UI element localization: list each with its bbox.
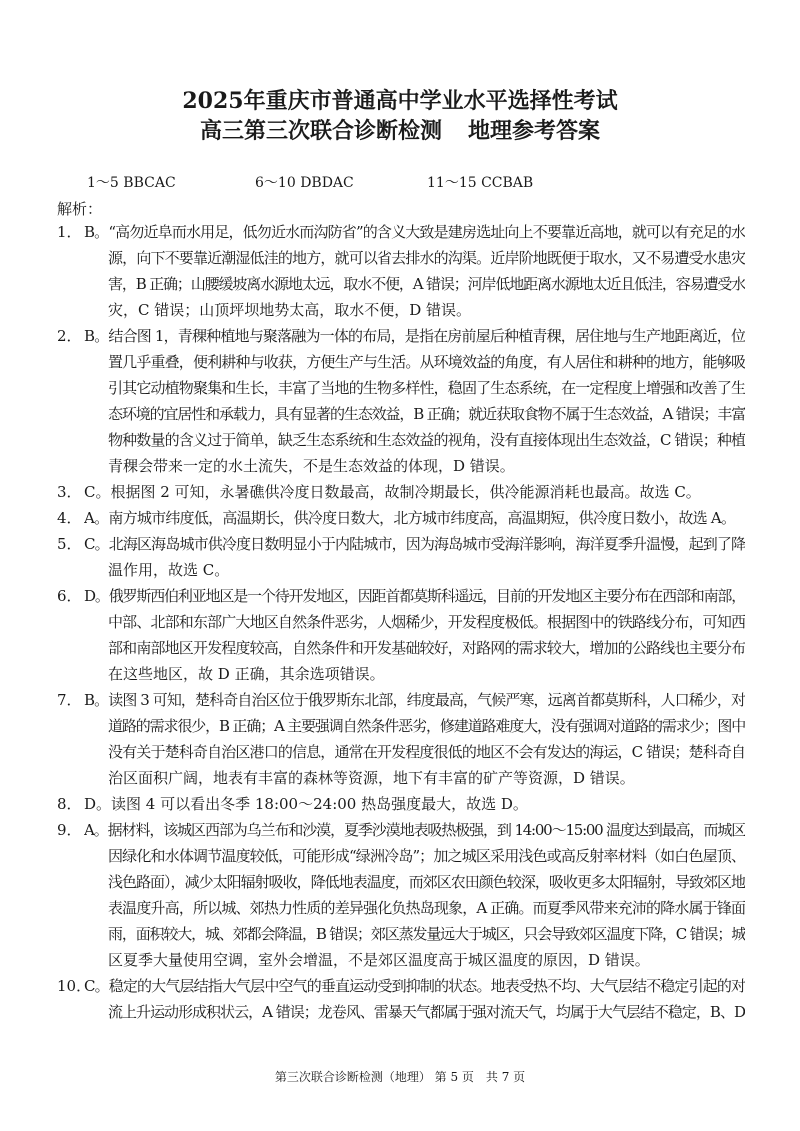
item-text: 源，向下不要靠近潮湿低洼的地方，就可以省去排水的沟渠。近岸阶地既便于取水，又不易遭受水患灾 xyxy=(108,249,745,267)
item-number: 5． xyxy=(57,535,82,553)
item-text: C。根据图 2 可知，永暑礁供冷度日数最高，故制冷期最长，供冷能源消耗也最高。故选 C。 xyxy=(84,483,701,501)
item-text: B。结合图 1，青稞种植地与聚落融为一体的布局，是指在房前屋后种植青稞，居住地与生产地距离近，位 xyxy=(84,327,745,345)
item-text: 温作用，故选 C。 xyxy=(108,561,230,579)
item-number: 4． xyxy=(57,509,82,527)
item-number: 10． xyxy=(57,977,92,995)
analysis-item-line xyxy=(0,401,800,427)
item-text: 因绿化和水体调节温度较低，可能形成“绿洲冷岛”；加之城区采用浅色或高反射率材料（如白色屋顶、 xyxy=(108,847,745,865)
answer-key-group xyxy=(255,172,354,192)
item-text: 态环境的宜居性和承载力，具有显著的生态效益，B 正确；就近获取食物不属于生态效益，A 错误；丰富 xyxy=(108,405,745,423)
analysis-item-line xyxy=(0,661,800,687)
subtitle-answers: 地理参考答案 xyxy=(468,118,601,144)
analysis-item-line xyxy=(0,349,800,375)
answer-key-group xyxy=(87,172,176,192)
item-text: B。“高勿近阜而水用足，低勿近水而沟防省”的含义大致是建房选址向上不要靠近高地，就可以有充足的水 xyxy=(84,223,745,241)
analysis-heading: 解析： xyxy=(57,200,103,218)
item-number: 8． xyxy=(57,795,82,813)
item-text: 没有关于楚科奇自治区港口的信息，通常在开发程度很低的地区不会有发达的海运，C 错误；楚科奇自 xyxy=(108,743,745,761)
analysis-item-line xyxy=(0,375,800,401)
item-text: 雨，面积较大，城、郊都会降温，B 错误；郊区蒸发量远大于城区，只会导致郊区温度下降，C 错误；城 xyxy=(108,925,745,943)
analysis-item-line xyxy=(0,635,800,661)
analysis-item xyxy=(0,505,800,531)
analysis-item-line xyxy=(0,245,800,271)
item-number: 3． xyxy=(57,483,82,501)
analysis-item xyxy=(0,791,800,817)
item-text: 流上升运动形成积状云，A 错误；龙卷风、雷暴天气都属于强对流天气，均属于大气层结不稳定，B、D xyxy=(108,1003,745,1021)
analysis-item xyxy=(0,817,800,843)
analysis-item-line xyxy=(0,427,800,453)
analysis-item-line xyxy=(0,739,800,765)
answer-letters: DBDAC xyxy=(300,175,354,191)
analysis-item-line xyxy=(0,947,800,973)
answer-letters: BBCAC xyxy=(123,175,176,191)
answer-key-group xyxy=(427,172,533,192)
analysis-item xyxy=(0,479,800,505)
page-footer: 第三次联合诊断检测（地理） 第 5 页 共 7 页 xyxy=(274,1070,526,1084)
item-text: 物种数量的含义过于简单，缺乏生态系统和生态效益的视角，没有直接体现出生态效益，C 错误；种植 xyxy=(108,431,745,449)
analysis-item-line xyxy=(0,453,800,479)
item-text: C。北海区海岛城市供冷度日数明显小于内陆城市，因为海岛城市受海洋影响，海洋夏季升温慢，起到了降 xyxy=(84,535,745,553)
item-text: B。读图 3 可知，楚科奇自治区位于俄罗斯东北部，纬度最高，气候严寒，远离首都莫斯科，人口稀少，对 xyxy=(84,691,745,709)
analysis-item xyxy=(0,323,800,349)
subtitle-exam: 高三第三次联合诊断检测 xyxy=(199,118,442,144)
analysis-item-line xyxy=(0,999,800,1025)
item-number: 9． xyxy=(57,821,82,839)
item-text: 表温度升高，所以城、郊热力性质的差异强化负热岛现象，A 正确。而夏季风带来充沛的降水属于锋面 xyxy=(108,899,745,917)
document-subtitle xyxy=(0,114,800,145)
answer-range: 11～15 xyxy=(427,175,477,191)
analysis-item xyxy=(0,583,800,609)
analysis-item xyxy=(0,687,800,713)
item-text: 灾，C 错误；山顶坪坝地势太高，取水不便，D 错误。 xyxy=(108,301,472,319)
item-text: D。俄罗斯西伯利亚地区是一个待开发地区，因距首都莫斯科遥远，目前的开发地区主要分布在西部和南部， xyxy=(84,587,745,605)
analysis-list xyxy=(0,219,800,1025)
item-text: 部和南部地区开发程度较高，自然条件和开发基础较好，对路网的需求较大，增加的公路线也主要分布 xyxy=(108,639,745,657)
item-number: 6． xyxy=(57,587,82,605)
item-text: 青稞会带来一定的水土流失，不是生态效益的体现，D 错误。 xyxy=(108,457,515,475)
analysis-item-line xyxy=(0,921,800,947)
answer-letters: CCBAB xyxy=(481,175,534,191)
document-title: 2025年重庆市普通高中学业水平选择性考试 xyxy=(182,88,618,114)
item-text: 道路的需求很少，B 正确；A 主要强调自然条件恶劣，修建道路难度大，没有强调对道路的需求少；图中 xyxy=(108,717,745,735)
item-text: 治区面积广阔，地表有丰富的森林等资源，地下有丰富的矿产等资源，D 错误。 xyxy=(108,769,635,787)
item-text: C。稳定的大气层结指大气层中空气的垂直运动受到抑制的状态。地表受热不均、大气层结不稳定引起的对 xyxy=(84,977,745,995)
item-text: 在这些地区，故 D 正确，其余选项错误。 xyxy=(108,665,385,683)
item-number: 2． xyxy=(57,327,82,345)
analysis-item xyxy=(0,219,800,245)
analysis-item-line xyxy=(0,271,800,297)
analysis-item-line xyxy=(0,297,800,323)
item-number: 7． xyxy=(57,691,82,709)
analysis-item xyxy=(0,531,800,557)
analysis-item-line xyxy=(0,765,800,791)
item-text: A。南方城市纬度低，高温期长，供冷度日数大，北方城市纬度高，高温期短，供冷度日数小，故选 A。 xyxy=(84,509,736,527)
item-number: 1． xyxy=(57,223,82,241)
item-text: 区夏季大量使用空调，室外会增温，不是郊区温度高于城区温度的原因，D 错误。 xyxy=(108,951,650,969)
analysis-item-line xyxy=(0,713,800,739)
analysis-item-line xyxy=(0,869,800,895)
item-text: 中部、北部和东部广大地区自然条件恶劣，人烟稀少，开发程度极低。根据图中的铁路线分布，可知西 xyxy=(108,613,745,631)
analysis-item xyxy=(0,973,800,999)
item-text: 浅色路面），减少太阳辐射吸收，降低地表温度，而郊区农田颜色较深，吸收更多太阳辐射，导致郊区地 xyxy=(108,873,745,891)
item-text: 害，B 正确；山腰缓坡离水源地太远，取水不便，A 错误；河岸低地距离水源地太近且低洼，容易遭受水 xyxy=(108,275,745,293)
analysis-item-line xyxy=(0,895,800,921)
item-text: D。读图 4 可以看出冬季 18:00～24:00 热岛强度最大，故选 D。 xyxy=(84,795,528,813)
analysis-item-line xyxy=(0,843,800,869)
answer-range: 1～5 xyxy=(87,175,119,191)
item-text: 引其它动植物聚集和生长，丰富了当地的生物多样性，稳固了生态系统，在一定程度上增强和改善了生 xyxy=(108,379,745,397)
item-text: A。据材料，该城区西部为乌兰布和沙漠，夏季沙漠地表吸热极强，到 14:00～15:00 温度达到最高，而城区 xyxy=(84,821,745,839)
analysis-item-line xyxy=(0,557,800,583)
answer-range: 6～10 xyxy=(255,175,296,191)
analysis-item-line xyxy=(0,609,800,635)
item-text: 置几乎重叠，便利耕种与收获，方便生产与生活。从环境效益的角度，有人居住和耕种的地方，能够吸 xyxy=(108,353,745,371)
